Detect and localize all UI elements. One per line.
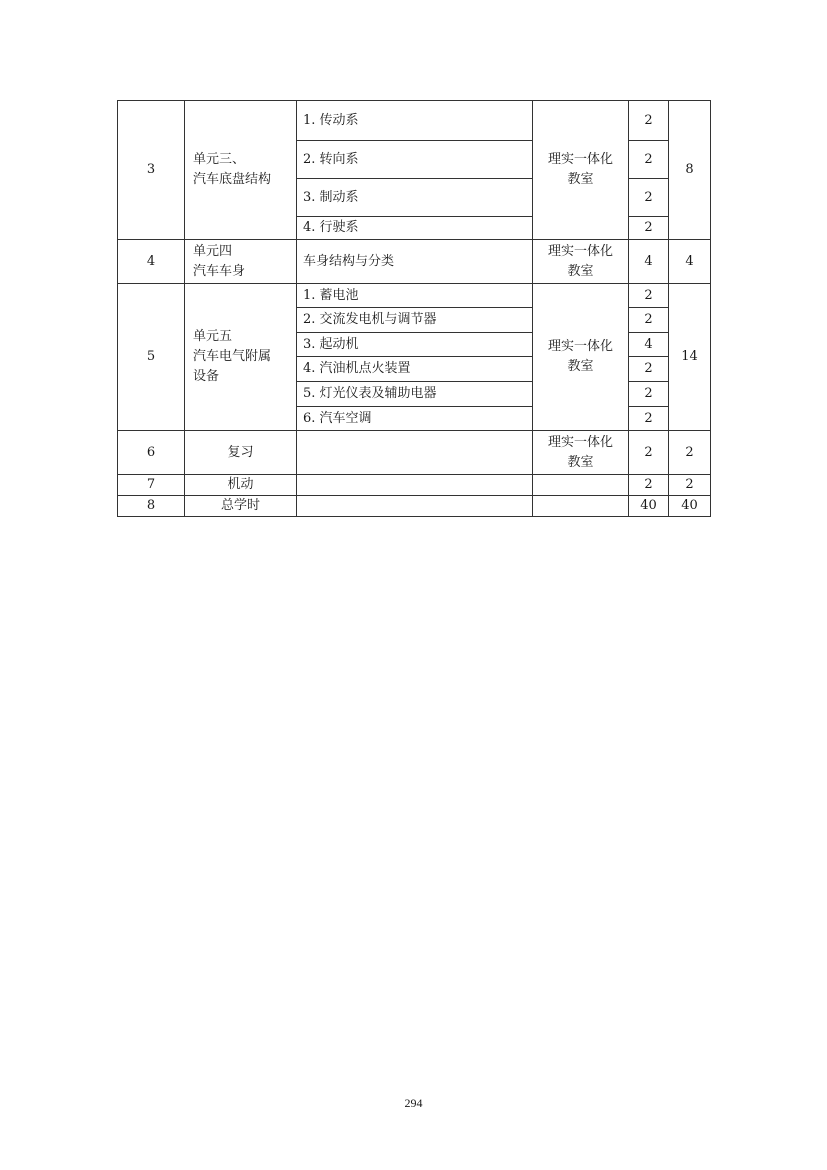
row-number-cell: 8: [118, 496, 185, 517]
hours-cell: 2: [629, 101, 669, 141]
unit-cell: [185, 496, 297, 517]
topic-cell: 2. 交流发电机与调节器: [297, 308, 533, 333]
table-row: [118, 475, 711, 496]
topic-cell: [297, 475, 533, 496]
venue-line: 理实一体化: [547, 152, 613, 167]
hours-cell: 2: [629, 141, 669, 179]
topic-cell: 4. 汽油机点火装置: [297, 357, 533, 382]
hours-cell: 2: [629, 475, 669, 496]
topic-cell: 车身结构与分类: [297, 240, 533, 284]
topic-cell: 2. 转向系: [297, 141, 533, 179]
row-number-cell: 7: [118, 475, 185, 496]
row-number-cell: 4: [118, 240, 185, 284]
topic-cell: [297, 431, 533, 475]
unit-cell: [185, 284, 297, 431]
unit-cell: [185, 431, 297, 475]
total-hours-cell: 2: [669, 475, 711, 496]
venue-line: 理实一体化: [547, 243, 613, 259]
venue-cell: [533, 475, 629, 496]
unit-name-line: 复习: [227, 444, 254, 460]
unit-cell: [185, 101, 297, 240]
unit-name-line: 汽车车身: [193, 263, 246, 279]
unit-name-line: 汽车电气附属: [193, 349, 272, 364]
table-row: [118, 240, 711, 284]
topic-cell: [297, 496, 533, 517]
venue-line: 教室: [567, 454, 594, 470]
hours-cell: 4: [629, 333, 669, 357]
unit-name-line: 机动: [227, 477, 254, 492]
table-row: [118, 431, 711, 475]
venue-line: 理实一体化: [547, 434, 613, 450]
page-number: 294: [404, 1096, 423, 1110]
venue-cell: [533, 496, 629, 517]
table-row: [118, 496, 711, 517]
unit-name-line: 汽车底盘结构: [193, 172, 272, 187]
total-hours-cell: 14: [669, 284, 711, 431]
venue-cell: [533, 284, 629, 431]
total-hours-cell: 40: [669, 496, 711, 517]
topic-cell: 1. 传动系: [297, 101, 533, 141]
topic-cell: 3. 制动系: [297, 179, 533, 217]
hours-cell: 2: [629, 431, 669, 475]
unit-name-line: 单元三、: [193, 152, 246, 167]
unit-name-line: 设备: [193, 369, 220, 384]
venue-cell: [533, 431, 629, 475]
hours-cell: 2: [629, 284, 669, 308]
hours-cell: 2: [629, 308, 669, 333]
unit-name-line: 单元五: [193, 329, 233, 344]
hours-cell: 40: [629, 496, 669, 517]
topic-cell: 4. 行驶系: [297, 217, 533, 240]
venue-line: 教室: [567, 359, 594, 374]
total-hours-cell: 2: [669, 431, 711, 475]
venue-cell: [533, 240, 629, 284]
hours-cell: 4: [629, 240, 669, 284]
topic-cell: 3. 起动机: [297, 333, 533, 357]
topic-cell: 5. 灯光仪表及辅助电器: [297, 382, 533, 407]
hours-cell: 2: [629, 407, 669, 431]
hours-cell: 2: [629, 357, 669, 382]
unit-name-line: 总学时: [220, 498, 260, 513]
hours-cell: 2: [629, 382, 669, 407]
venue-line: 教室: [567, 172, 594, 187]
row-number-cell: 5: [118, 284, 185, 431]
hours-cell: 2: [629, 179, 669, 217]
total-hours-cell: 8: [669, 101, 711, 240]
venue-line: 理实一体化: [547, 339, 613, 354]
venue-cell: [533, 101, 629, 240]
hours-cell: 2: [629, 217, 669, 240]
unit-cell: [185, 240, 297, 284]
unit-name-line: 单元四: [193, 243, 233, 259]
row-number-cell: 6: [118, 431, 185, 475]
topic-cell: 1. 蓄电池: [297, 284, 533, 308]
table-row: [118, 284, 711, 308]
row-number-cell: 3: [118, 101, 185, 240]
venue-line: 教室: [567, 263, 594, 279]
table-body: [118, 101, 711, 517]
unit-cell: [185, 475, 297, 496]
curriculum-table: [117, 100, 711, 517]
total-hours-cell: 4: [669, 240, 711, 284]
topic-cell: 6. 汽车空调: [297, 407, 533, 431]
table-row: [118, 101, 711, 141]
